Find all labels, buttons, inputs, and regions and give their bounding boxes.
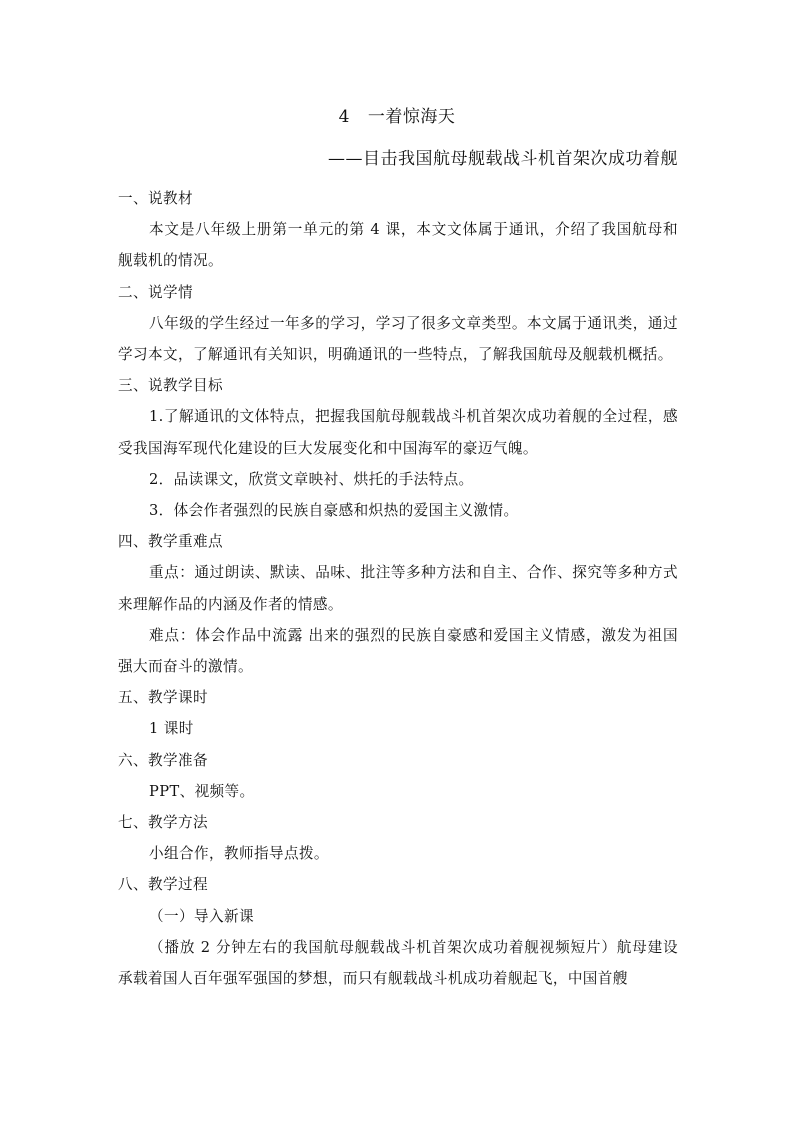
paragraph: 1.了解通讯的文体特点，把握我国航母舰载战斗机首架次成功着舰的全过程，感受我国海军现代化建设的巨大发展变化和中国海军的豪迈气魄。 [118, 408, 678, 457]
section-heading: 六、教学准备 [118, 751, 208, 769]
paragraph: PPT、视频等。 [149, 782, 255, 800]
paragraph: 难点：体会作品中流露 出来的强烈的民族自豪感和爱国主义情感，激发为祖国强大而奋斗的激情。 [118, 626, 678, 676]
section-heading: 八、教学过程 [118, 876, 208, 894]
paragraph: 3．体会作者强烈的民族自豪感和炽热的爱国主义激情。 [149, 502, 519, 520]
paragraph: 八年级的学生经过一年多的学习，学习了很多文章类型。本文属于通讯类，通过学习本文，了解通讯有关知识，明确通讯的一些特点，了解我国航母及舰载机概括。 [118, 314, 678, 364]
paragraph: 2．品读课文，欣赏文章映衬、烘托的手法特点。 [149, 470, 474, 488]
paragraph: 1 课时 [149, 720, 194, 738]
paragraph: （播放 2 分钟左右的我国航母舰载战斗机首架次成功着舰视频短片）航母建设承载着国人百年强军强国的梦想，而只有舰载战斗机成功着舰起飞，中国首艘 [118, 938, 678, 988]
section-heading: 一、说教材 [118, 190, 193, 207]
lesson-subtitle: ——目击我国航母舰载战斗机首架次成功着舰 [328, 149, 678, 169]
section-heading: 五、教学课时 [118, 689, 208, 707]
lesson-number: 4 [338, 107, 350, 127]
section-heading: 四、教学重难点 [118, 533, 223, 551]
paragraph: （一）导入新课 [149, 907, 254, 925]
section-heading: 三、说教学目标 [118, 377, 223, 395]
lesson-title [0, 104, 794, 130]
section-heading: 七、教学方法 [118, 814, 208, 832]
document-body [118, 183, 678, 994]
paragraph: 本文是八年级上册第一单元的第 4 课，本文文体属于通讯，介绍了我国航母和舰载机的情况。 [118, 221, 678, 270]
paragraph: 小组合作，教师指导点拨。 [149, 845, 329, 863]
section-heading: 二、说学情 [118, 283, 193, 301]
lesson-title-text: 一着惊海天 [367, 107, 456, 127]
paragraph: 重点：通过朗读、默读、品味、批注等多种方法和自主、合作、探究等多种方式来理解作品的内涵及作者的情感。 [118, 564, 678, 613]
